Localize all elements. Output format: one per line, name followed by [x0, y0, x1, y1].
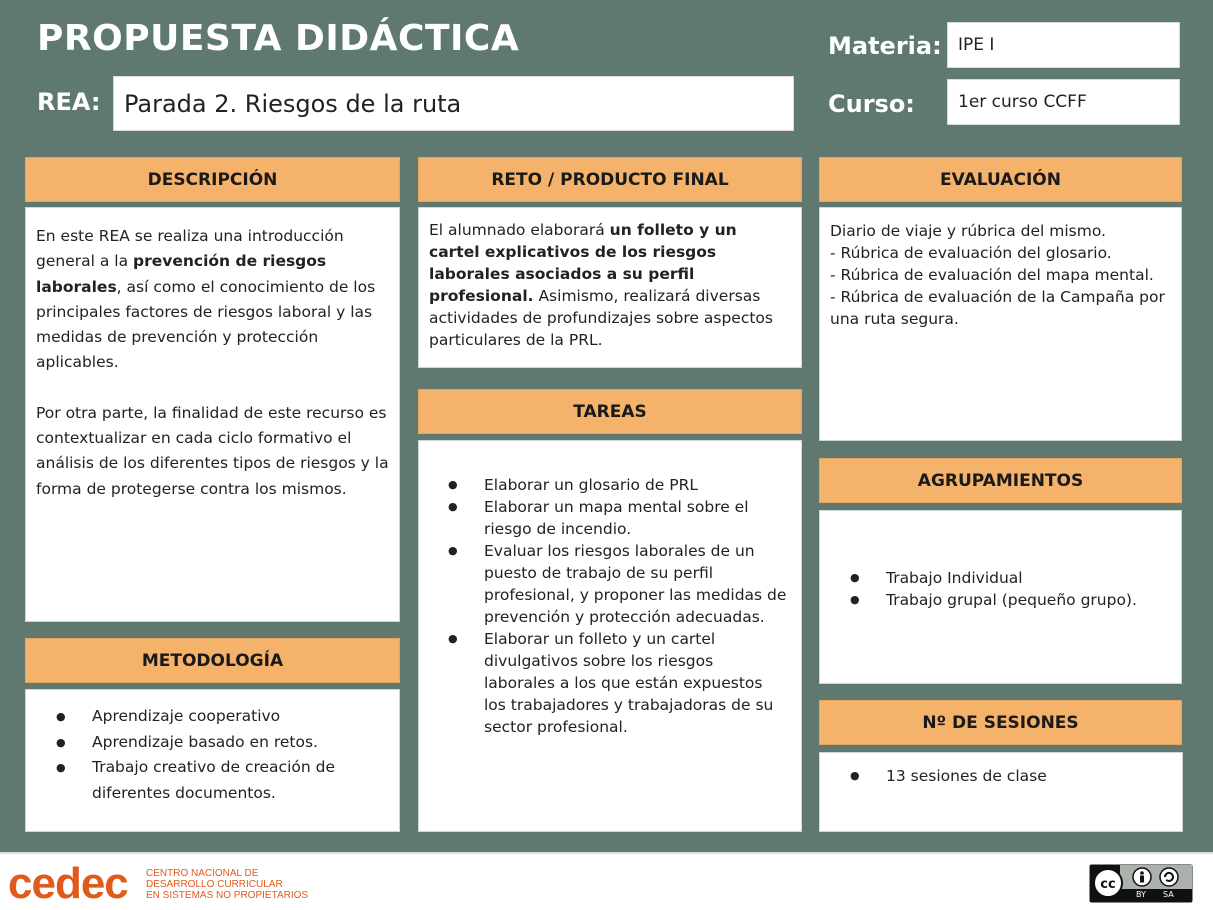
evaluacion-line: - Rúbrica de evaluación de la Campaña por una ruta segura.: [830, 288, 1165, 328]
metodologia-box: [25, 689, 400, 832]
descripcion-paragraph-2: Por otra parte, la finalidad de este recurso es contextualizar en cada ciclo formativo el análisis de los diferentes tipos de riesgos y la forma de protegerse contra los mismos.: [36, 403, 389, 498]
tareas-header: TAREAS: [418, 389, 802, 434]
reto-text: El alumnado elaborará un folleto y un cartel explicativos de los riesgos laborales asociados a su perfil profesional. Asimismo, realizará diversas actividades de profundizajes sobre aspectos particulares de la PRL.: [429, 221, 773, 349]
curso-label: Curso:: [828, 90, 915, 118]
reto-box: [418, 207, 802, 368]
footer-bar: [0, 852, 1213, 910]
list-item: ● Evaluar los riesgos laborales de un puesto de trabajo de su perfil profesional, y proponer las medidas de prevención y protección adecuadas.: [448, 540, 789, 628]
materia-field[interactable]: IPE I: [947, 22, 1180, 68]
agrupamientos-box: [819, 510, 1182, 684]
list-item: ● Trabajo grupal (pequeño grupo).: [850, 589, 1173, 611]
curso-field[interactable]: 1er curso CCFF: [947, 79, 1180, 125]
rea-label: REA:: [37, 88, 101, 116]
metodologia-header: METODOLOGÍA: [25, 638, 400, 683]
list-item: ● Elaborar un folleto y un cartel divulgativos sobre los riesgos laborales a los que están expuestos los trabajadores y trabajadoras de su sector profesional.: [448, 628, 789, 738]
cc-sa-label: SA: [1163, 890, 1174, 899]
sesiones-header: Nº DE SESIONES: [819, 700, 1182, 745]
list-item: ● 13 sesiones de clase: [850, 765, 1174, 787]
tareas-box: [418, 440, 802, 832]
tareas-list: [448, 474, 789, 738]
descripcion-header: DESCRIPCIÓN: [25, 157, 400, 202]
evaluacion-line: - Rúbrica de evaluación del glosario.: [830, 244, 1112, 262]
descripcion-paragraph-1: En este REA se realiza una introducción general a la prevención de riesgos laborales, así como el conocimiento de los principales factores de riesgos laboral y las medidas de prevención y protección aplicables.: [36, 227, 376, 372]
evaluacion-line: - Rúbrica de evaluación del mapa mental.: [830, 266, 1154, 284]
cedec-logo[interactable]: cedec: [8, 859, 128, 908]
evaluacion-header: EVALUACIÓN: [819, 157, 1182, 202]
svg-text:cc: cc: [1100, 877, 1116, 892]
list-item: ● Aprendizaje basado en retos.: [56, 730, 369, 756]
cc-license-badge[interactable]: [1089, 864, 1193, 903]
list-item: ● Aprendizaje cooperativo: [56, 704, 369, 730]
sesiones-box: [819, 752, 1183, 832]
list-item: ● Trabajo creativo de creación de diferentes documentos.: [56, 755, 369, 806]
descripcion-box: [25, 207, 400, 622]
sesiones-list: [850, 765, 1174, 787]
agrupamientos-list: [850, 567, 1173, 611]
list-item: ● Trabajo Individual: [850, 567, 1173, 589]
evaluacion-box: [819, 207, 1182, 441]
list-item: ● Elaborar un glosario de PRL: [448, 474, 789, 496]
cedec-subtitle: CENTRO NACIONAL DE DESARROLLO CURRICULAR EN SISTEMAS NO PROPIETARIOS: [146, 868, 309, 901]
reto-header: RETO / PRODUCTO FINAL: [418, 157, 802, 202]
rea-field[interactable]: Parada 2. Riesgos de la ruta: [113, 76, 794, 131]
cc-by-label: BY: [1136, 890, 1146, 899]
metodologia-list: [56, 704, 369, 806]
evaluacion-line: Diario de viaje y rúbrica del mismo.: [830, 222, 1106, 240]
page-title: PROPUESTA DIDÁCTICA: [37, 18, 520, 59]
list-item: ● Elaborar un mapa mental sobre el riesgo de incendio.: [448, 496, 789, 540]
materia-label: Materia:: [828, 32, 942, 60]
agrupamientos-header: AGRUPAMIENTOS: [819, 458, 1182, 503]
